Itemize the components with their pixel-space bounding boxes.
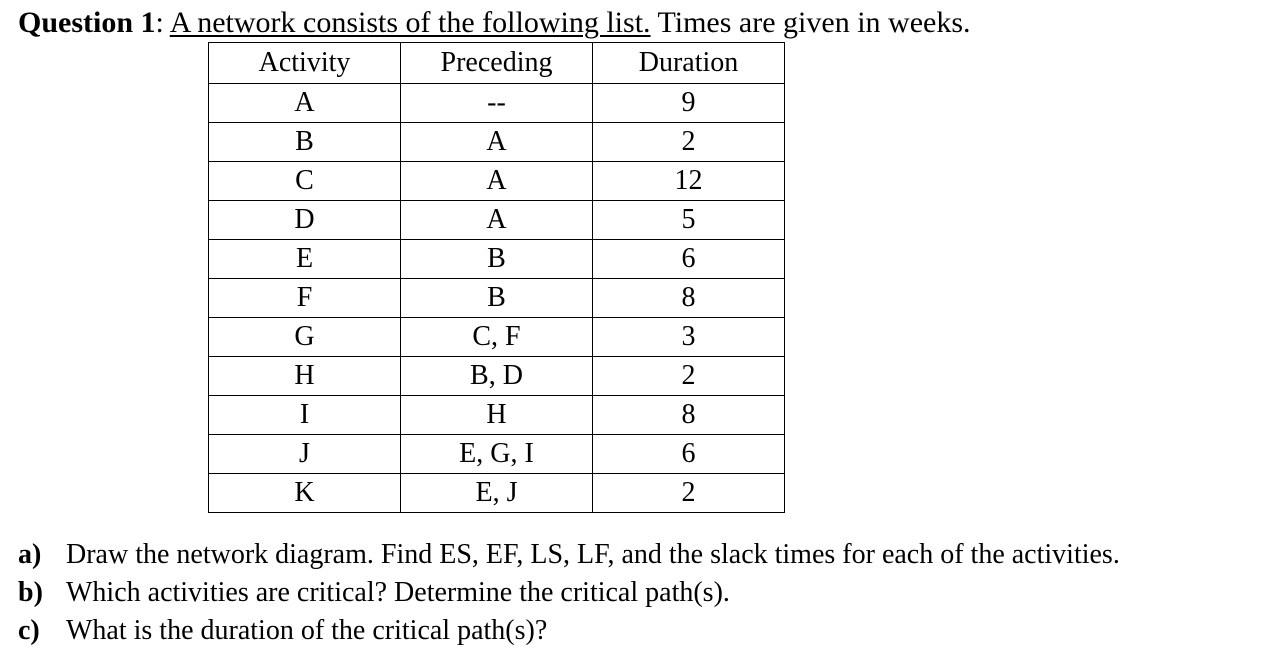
cell-activity: H — [209, 357, 401, 396]
cell-preceding: B — [401, 279, 593, 318]
cell-preceding: A — [401, 123, 593, 162]
cell-activity: B — [209, 123, 401, 162]
cell-duration: 9 — [593, 84, 785, 123]
cell-duration: 2 — [593, 474, 785, 513]
part-b — [18, 574, 1120, 612]
part-text: Draw the network diagram. Find ES, EF, LS, LF, and the slack times for each of the activities. — [66, 539, 1120, 570]
cell-preceding: H — [401, 396, 593, 435]
cell-activity: F — [209, 279, 401, 318]
cell-activity: K — [209, 474, 401, 513]
cell-duration: 5 — [593, 201, 785, 240]
cell-preceding: E, J — [401, 474, 593, 513]
table-row — [209, 357, 785, 396]
table-row — [209, 162, 785, 201]
cell-preceding: A — [401, 162, 593, 201]
header-preceding: Preceding — [401, 43, 593, 84]
cell-preceding: B, D — [401, 357, 593, 396]
cell-duration: 12 — [593, 162, 785, 201]
table-row — [209, 474, 785, 513]
cell-preceding: -- — [401, 84, 593, 123]
table-row — [209, 201, 785, 240]
header-duration: Duration — [593, 43, 785, 84]
cell-preceding: B — [401, 240, 593, 279]
cell-activity: D — [209, 201, 401, 240]
table-header-row — [209, 43, 785, 84]
cell-activity: I — [209, 396, 401, 435]
cell-duration: 8 — [593, 279, 785, 318]
part-letter: c) — [18, 615, 40, 646]
question-text-rest: Times are given in weeks. — [650, 6, 971, 39]
table-row — [209, 435, 785, 474]
cell-duration: 3 — [593, 318, 785, 357]
part-letter: b) — [18, 577, 43, 608]
table-row — [209, 84, 785, 123]
cell-activity: A — [209, 84, 401, 123]
part-text: What is the duration of the critical path(s)? — [66, 615, 548, 646]
cell-activity: E — [209, 240, 401, 279]
question-heading — [18, 4, 971, 42]
cell-duration: 6 — [593, 240, 785, 279]
cell-preceding: E, G, I — [401, 435, 593, 474]
cell-activity: G — [209, 318, 401, 357]
question-text-underlined: A network consists of the following list. — [169, 6, 651, 39]
part-c — [18, 612, 1120, 650]
question-label: Question 1 — [18, 6, 156, 39]
cell-duration: 6 — [593, 435, 785, 474]
table-row — [209, 279, 785, 318]
header-activity: Activity — [209, 43, 401, 84]
cell-activity: C — [209, 162, 401, 201]
cell-preceding: C, F — [401, 318, 593, 357]
cell-duration: 8 — [593, 396, 785, 435]
table-row — [209, 396, 785, 435]
part-a — [18, 536, 1120, 574]
question-parts — [18, 536, 1120, 650]
cell-preceding: A — [401, 201, 593, 240]
activity-table — [208, 42, 785, 513]
table-row — [209, 123, 785, 162]
cell-duration: 2 — [593, 123, 785, 162]
part-letter: a) — [18, 539, 42, 570]
cell-activity: J — [209, 435, 401, 474]
table-row — [209, 318, 785, 357]
question-colon: : — [155, 6, 170, 39]
part-text: Which activities are critical? Determine the critical path(s). — [66, 577, 730, 608]
cell-duration: 2 — [593, 357, 785, 396]
table-row — [209, 240, 785, 279]
